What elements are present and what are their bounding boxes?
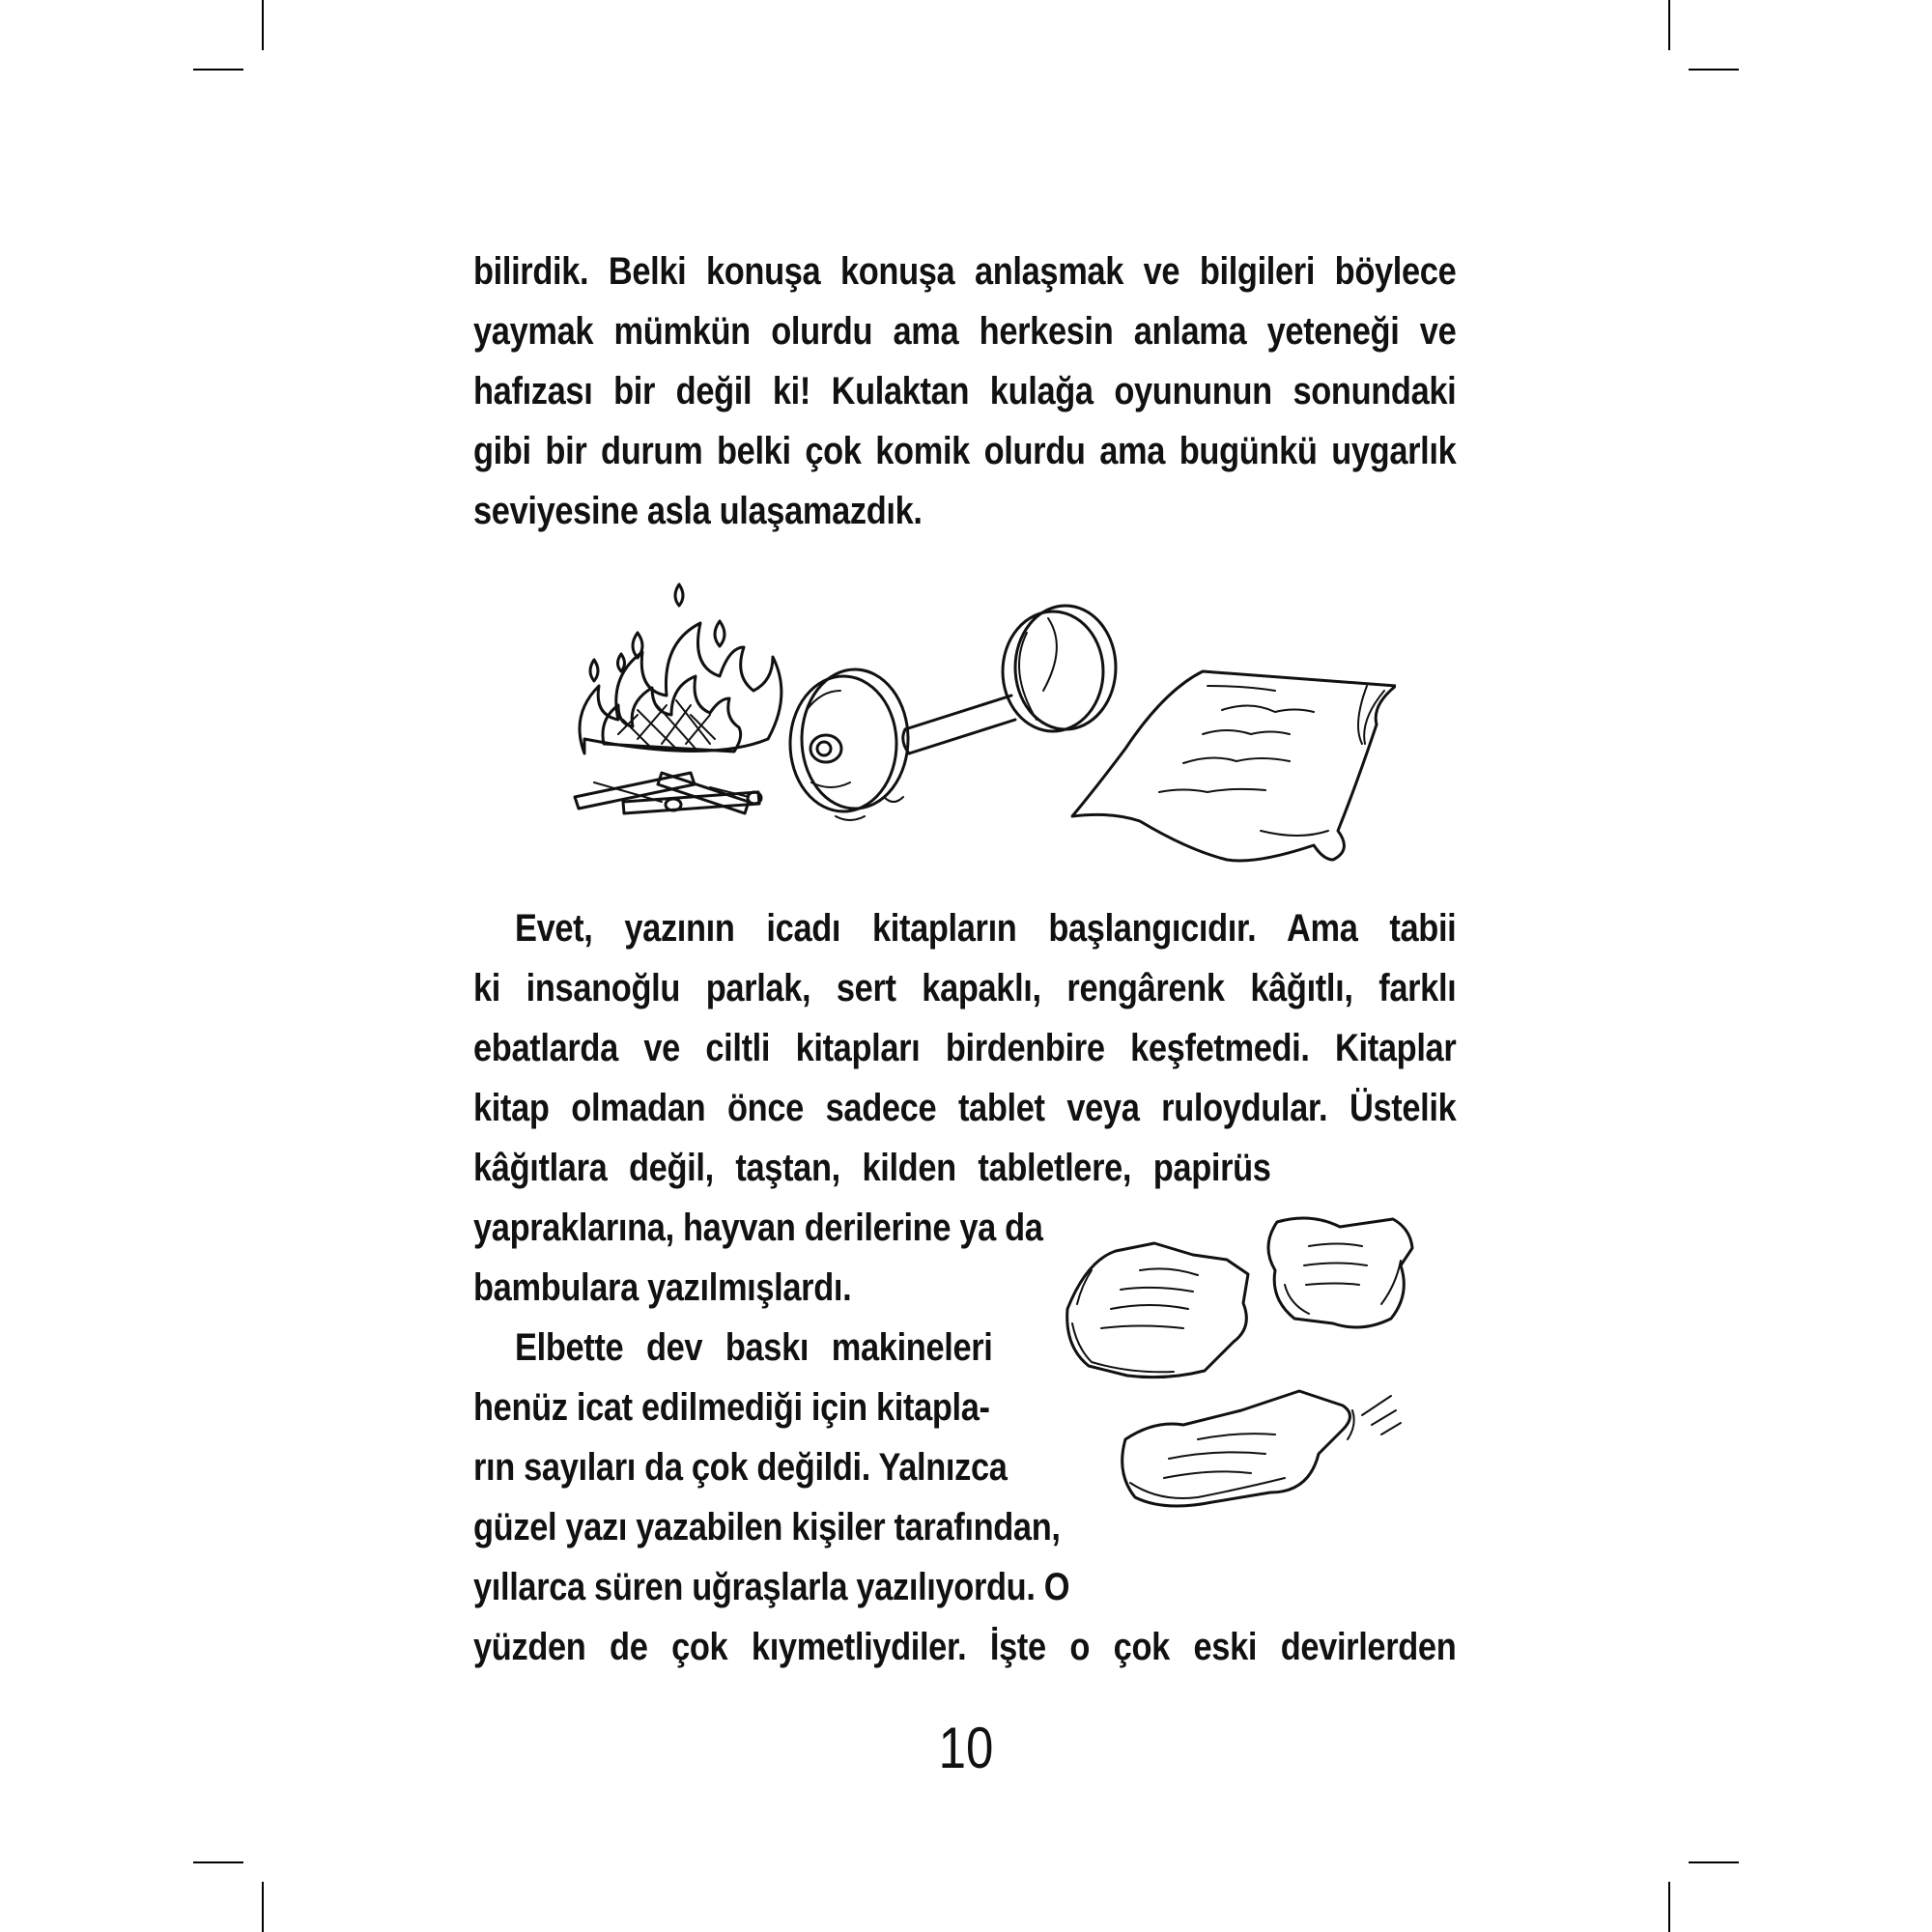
text-line: kâğıtlara değil, taştan, kilden tabletlere, papirüs: [473, 1147, 1271, 1189]
wheel-axle-icon: [790, 606, 1116, 820]
paragraph-1: [473, 242, 1457, 541]
text-line: henüz icat edilmediği için kitapla-: [473, 1386, 990, 1429]
text-line: güzel yazı yazabilen kişiler tarafından,: [473, 1506, 1061, 1548]
text-line: ki insanoğlu parlak, sert kapaklı, rengârenk kâğıtlı, farklı: [473, 967, 1457, 1009]
text-line: seviyesine asla ulaşamazdık.: [473, 490, 923, 532]
crop-mark: [262, 1882, 264, 1932]
crop-mark: [1668, 1882, 1670, 1932]
text-line: rın sayıları da çok değildi. Yalnızca: [473, 1446, 1008, 1489]
stone-tablets-icon: [1053, 1193, 1459, 1517]
crop-mark: [193, 1861, 243, 1863]
crop-mark: [1689, 1861, 1739, 1863]
text-line: ebatlarda ve ciltli kitapları birdenbire keşfetmedi. Kitaplar: [473, 1027, 1457, 1069]
illustration-inventions: [565, 575, 1396, 879]
fire-icon: [575, 584, 781, 813]
crop-mark: [193, 69, 243, 71]
text-line: bilirdik. Belki konuşa konuşa anlaşmak ve bilgileri böylece: [473, 250, 1457, 293]
text-line: gibi bir durum belki çok komik olurdu ama bugünkü uygarlık: [473, 430, 1457, 472]
text-line: Elbette dev baskı makineleri: [515, 1326, 993, 1369]
text-line: Evet, yazının icadı kitapların başlangıcıdır. Ama tabii: [515, 907, 1457, 950]
text-line: yapraklarına, hayvan derilerine ya da: [473, 1207, 1043, 1249]
text-line: yaymak mümkün olurdu ama herkesin anlama yeteneği ve: [473, 310, 1457, 353]
page-number: 10: [938, 1716, 994, 1780]
scroll-parchment-icon: [1072, 671, 1396, 861]
crop-mark: [1689, 69, 1739, 71]
text-line: kitap olmadan önce sadece tablet veya ruloydular. Üstelik: [473, 1087, 1457, 1129]
text-line: yüzden de çok kıymetliydiler. İşte o çok eski devirlerden: [473, 1626, 1457, 1668]
text-line: yıllarca süren uğraşlarla yazılıyordu. O: [473, 1566, 1070, 1608]
crop-mark: [1668, 0, 1670, 50]
text-line: hafızası bir değil ki! Kulaktan kulağa oyununun sonundaki: [473, 370, 1457, 412]
crop-mark: [262, 0, 264, 50]
text-line: bambulara yazılmışlardı.: [473, 1266, 852, 1309]
